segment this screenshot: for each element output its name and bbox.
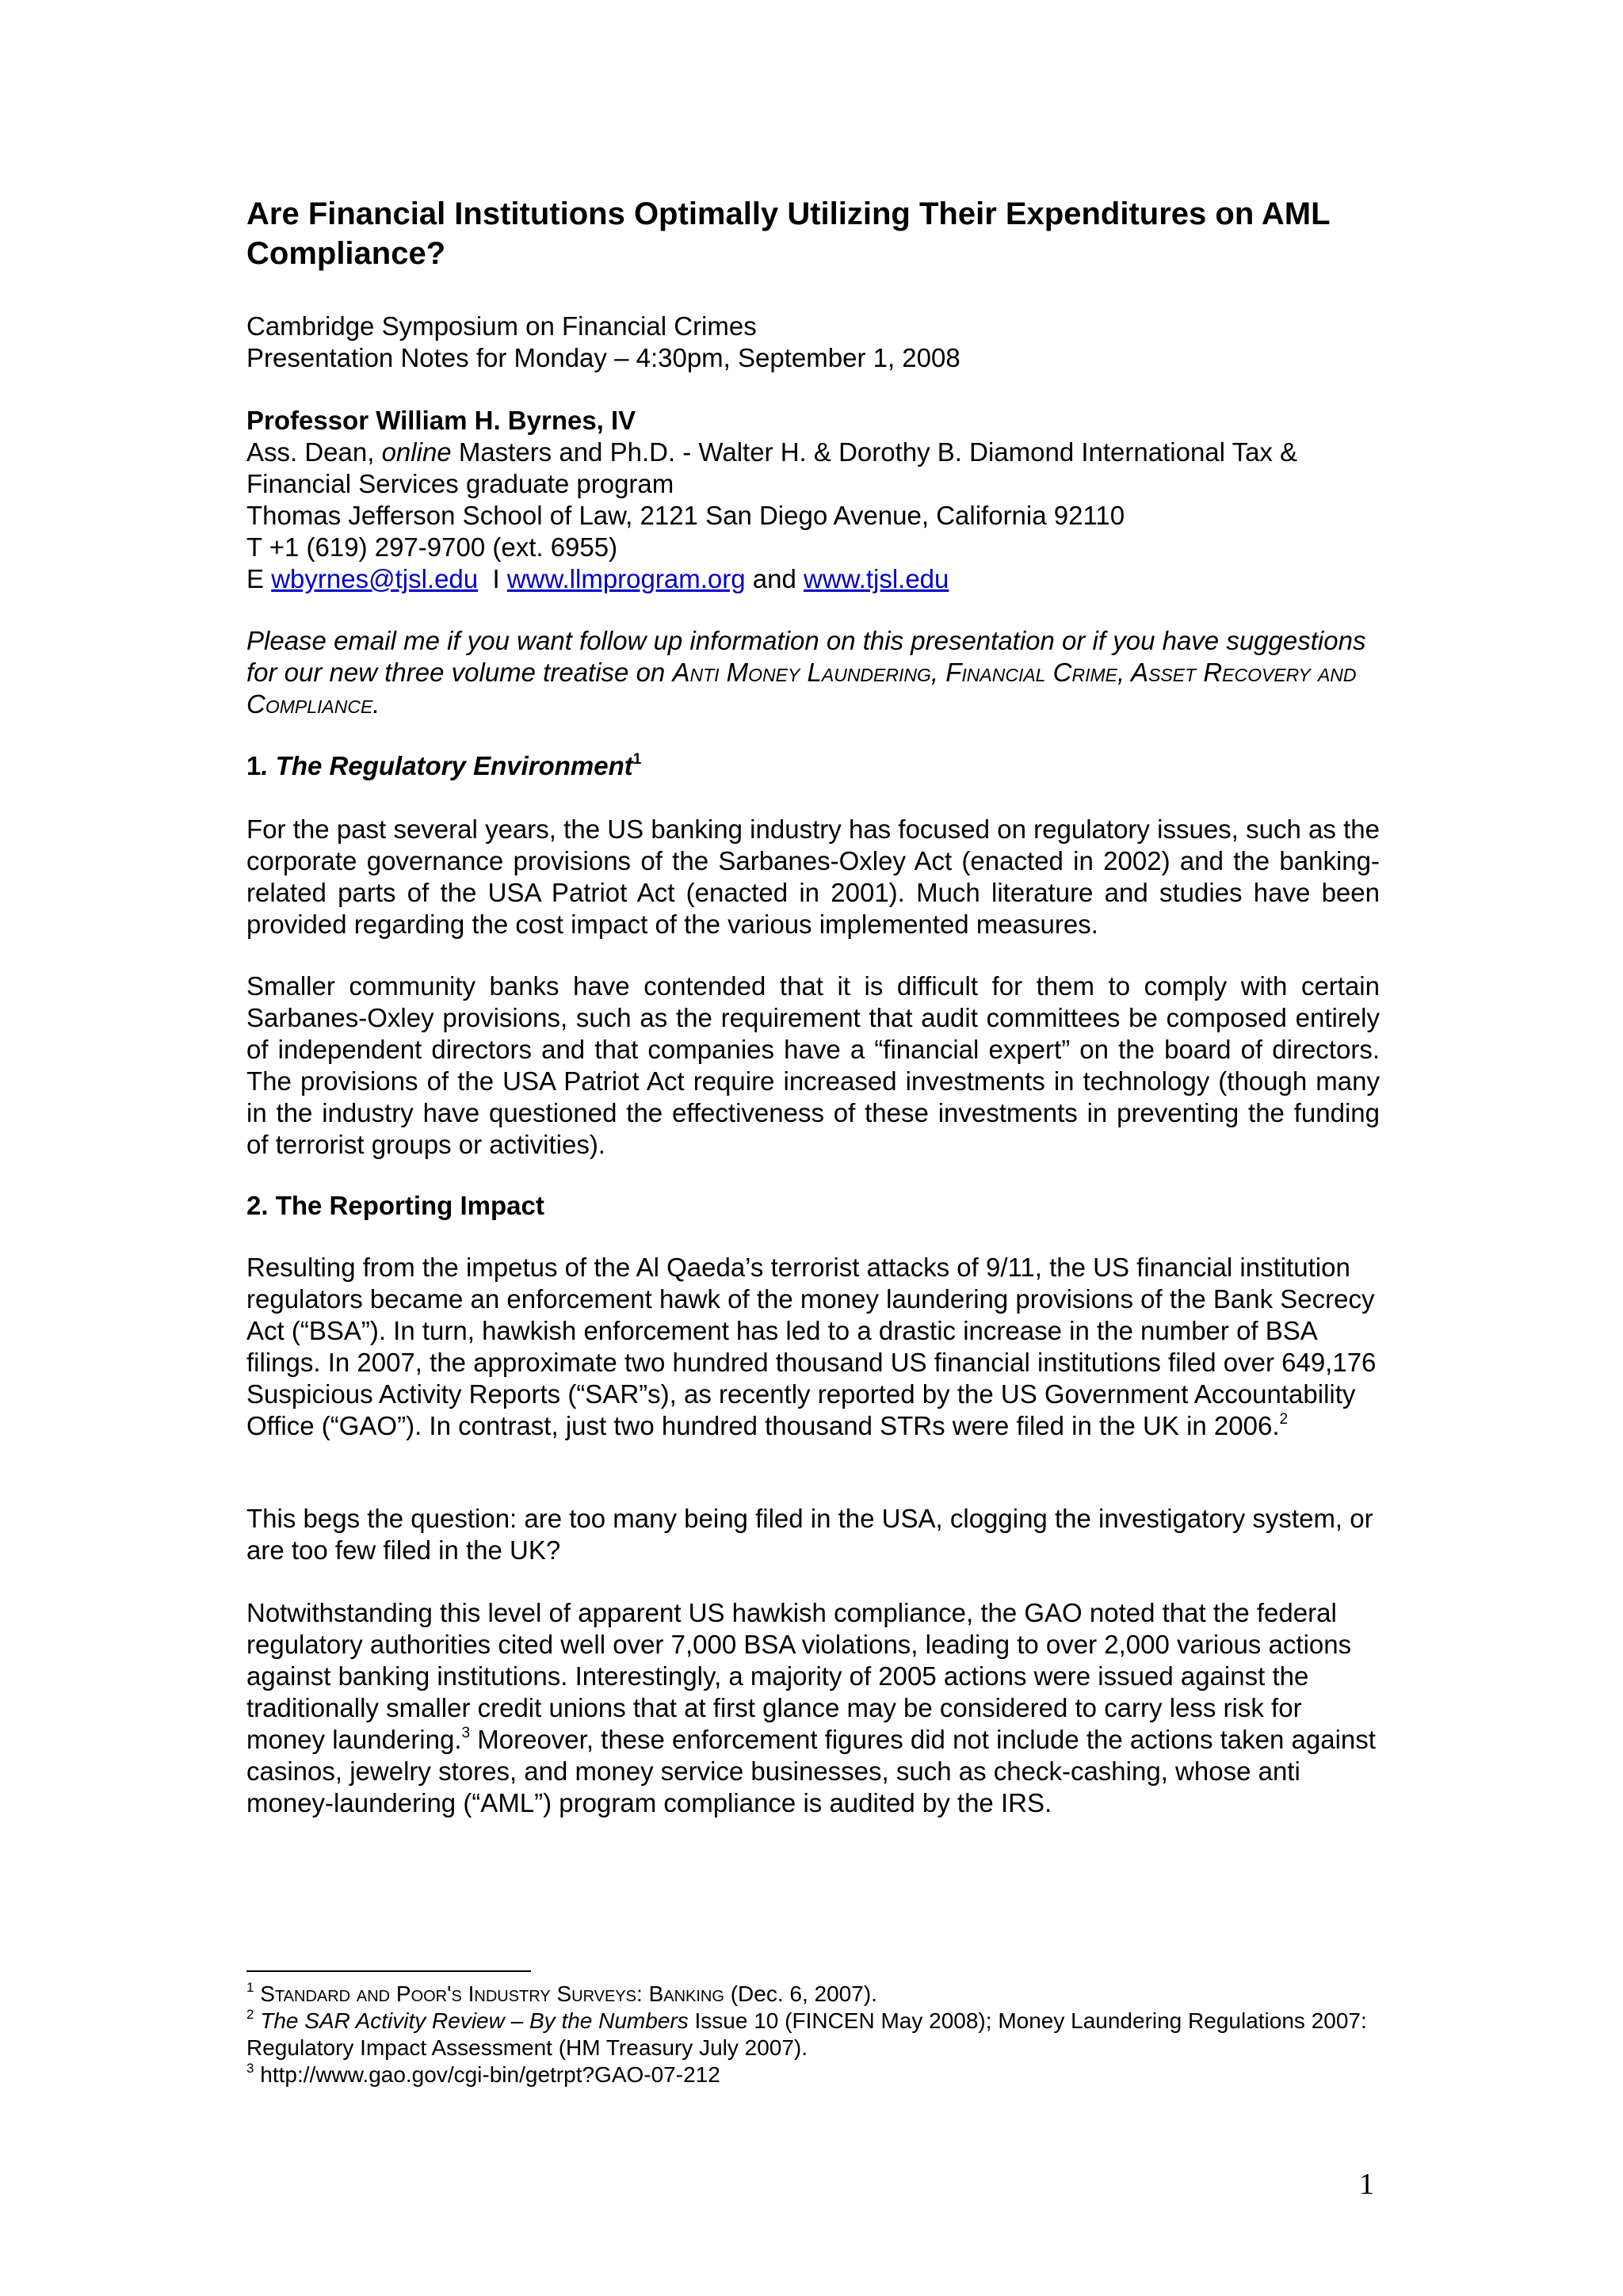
event-date: Presentation Notes for Monday – 4:30pm, September 1, 2008 bbox=[246, 343, 960, 372]
page-title: Are Financial Institutions Optimally Utilizing Their Expenditures on AML Compliance? bbox=[246, 196, 1330, 271]
footnote-3: $^3$ http://www.gao.gov/cgi-bin/getrpt?GAO-07-212 bbox=[246, 2061, 720, 2087]
section-2-heading: 2. The Reporting Impact bbox=[246, 1191, 544, 1220]
footnote-ref-3: 3 bbox=[461, 1725, 471, 1741]
tjsl-link[interactable]: www.tjsl.edu bbox=[803, 564, 949, 593]
event-name: Cambridge Symposium on Financial Crimes bbox=[246, 311, 757, 341]
footnote-separator bbox=[246, 1970, 531, 1972]
footnote-1: $^1$ Standard and Poor's Industry Surveys: Banking (Dec. 6, 2007). bbox=[246, 1980, 877, 2006]
section-1-paragraph-2: Smaller community banks have contended that it is difficult for them to comply with certain Sarbanes-Oxley provisions, such as the requirement that audit committees be composed entirely of independent directors and that companies have a “financial expert” on the board of directors. The provisions of the USA Patriot Act require increased investments in technology (though many in the industry have questioned the effectiveness of these investments in preventing the funding of terrorist groups or activities). bbox=[246, 971, 1380, 1159]
footnote-ref-1: 1 bbox=[632, 751, 642, 768]
footnotes bbox=[246, 1981, 1380, 2088]
author-address: Thomas Jefferson School of Law, 2121 San Diego Avenue, California 92110 bbox=[246, 501, 1125, 530]
page-number: 1 bbox=[1359, 2168, 1374, 2201]
event-info bbox=[246, 311, 1380, 374]
section-2-paragraph-1: Resulting from the impetus of the Al Qaeda’s terrorist attacks of 9/11, the US financial institution regulators became an enforcement hawk of the money laundering provisions of the Bank Secrecy Act (“BSA”). In turn, hawkish enforcement has led to a drastic increase in the number of BSA filings. In 2007, the approximate two hundred thousand US financial institutions filed over 649,176 Suspicious Activity Reports (“SAR”s), as recently reported by the US Government Accountability Office (“GAO”). In contrast, just two hundred thousand STRs were filed in the UK in 2006.$^2$ bbox=[246, 1253, 1377, 1440]
author-role: Ass. Dean, online Masters and Ph.D. - Walter H. & Dorothy B. Diamond International Tax & Financial Services graduate program bbox=[246, 437, 1298, 498]
follow-up-request: Please email me if you want follow up information on this presentation or if you have suggestions for our new three volume treatise on Anti Money Laundering, Financial Crime, Asset Recovery and Compliance. bbox=[246, 626, 1366, 719]
section-2-paragraph-2: This begs the question: are too many being filed in the USA, clogging the investigatory system, or are too few filed in the UK? bbox=[246, 1504, 1373, 1565]
section-2-paragraph-3: Notwithstanding this level of apparent US hawkish compliance, the GAO noted that the federal regulatory authorities cited well over 7,000 BSA violations, leading to over 2,000 various actions against banking institutions. Interestingly, a majority of 2005 actions were issued against the traditionally smaller credit unions that at first glance may be considered to carry less risk for money laundering.$^3$ Moreover, these enforcement figures did not include the actions taken against casinos, jewelry stores, and money service businesses, such as check-cashing, whose anti money-laundering (“AML”) program compliance is audited by the IRS. bbox=[246, 1598, 1376, 1817]
author-name: Professor William H. Byrnes, IV bbox=[246, 406, 636, 435]
section-1-paragraph-1: For the past several years, the US banking industry has focused on regulatory issues, such as the corporate governance provisions of the Sarbanes-Oxley Act (enacted in 2002) and the banking-related parts of the USA Patriot Act (enacted in 2001). Much literature and studies have been provided regarding the cost impact of the various implemented measures. bbox=[246, 814, 1380, 939]
footnote-2: $^2$ The SAR Activity Review – By the Numbers Issue 10 (FINCEN May 2008); Money Laundering Regulations 2007: Regulatory Impact Assessment (HM Treasury July 2007). bbox=[246, 2007, 1367, 2060]
author-phone: T +1 (619) 297-9700 (ext. 6955) bbox=[246, 532, 618, 562]
footnote-ref-2: 2 bbox=[1279, 1411, 1289, 1428]
author-block bbox=[246, 405, 1380, 595]
author-contact-line: E wbyrnes@tjsl.edu I www.llmprogram.org and www.tjsl.edu bbox=[246, 564, 949, 593]
section-1-heading: 1. The Regulatory Environment$^1$ bbox=[246, 751, 642, 780]
llmprogram-link[interactable]: www.llmprogram.org bbox=[506, 564, 746, 593]
email-link[interactable]: wbyrnes@tjsl.edu bbox=[271, 564, 479, 593]
